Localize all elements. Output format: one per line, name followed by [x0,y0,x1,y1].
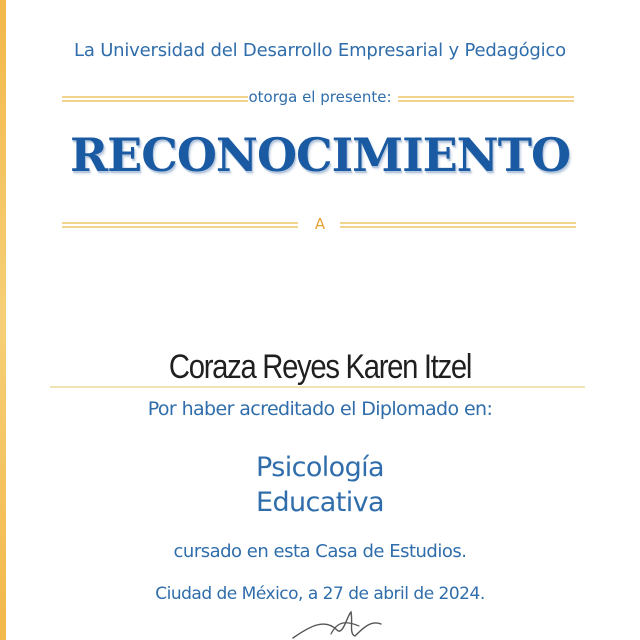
program-name [0,450,640,520]
program-line-1: Psicología [256,452,384,483]
place-date: Ciudad de México, a 27 de abril de 2024. [155,584,485,604]
certificate-title: RECONOCIMIENTO [69,128,571,182]
to-label: A [314,215,326,233]
decorative-rule-right-top [398,96,574,102]
location-note: cursado en esta Casa de Estudios. [173,541,467,562]
signature-icon [285,608,395,640]
reason-text: Por haber acreditado el Diplomado en: [147,398,493,420]
issuer-name: La Universidad del Desarrollo Empresarial y Pedagógico [74,40,566,61]
grant-text: otorga el presente: [248,88,392,106]
decorative-rule-right-bottom [340,222,576,228]
name-underline [50,386,585,388]
recipient-name: Coraza Reyes Karen Itzel [168,348,472,386]
program-line-2: Educativa [256,487,384,518]
